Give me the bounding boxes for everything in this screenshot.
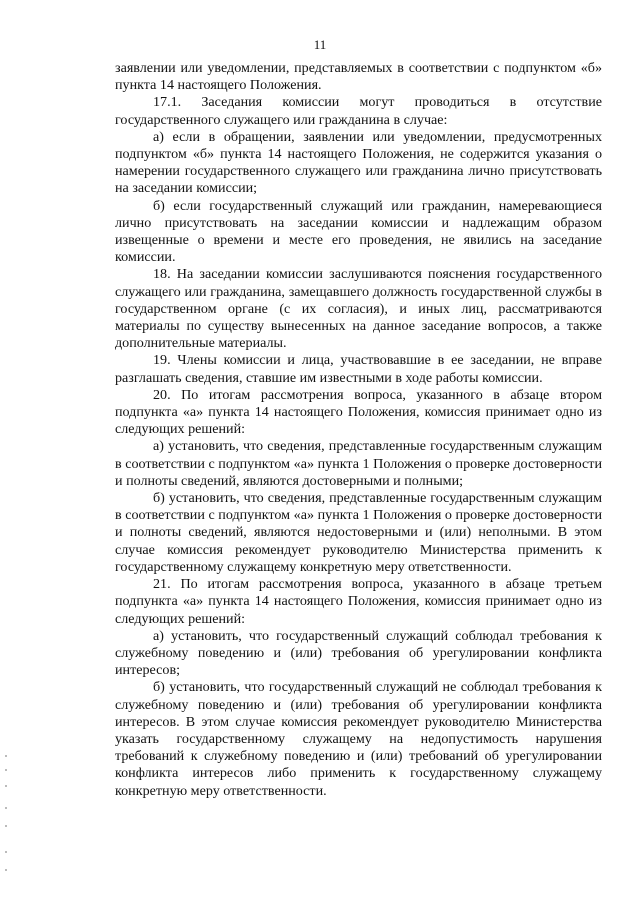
scan-margin-marks: [5, 755, 9, 875]
paragraph-21-a: а) установить, что государственный служащий соблюдал требования к служебному поведению и (или) требования об урегулировании конфликта интересов;: [115, 627, 602, 679]
paragraph-18: 18. На заседании комиссии заслушиваются пояснения государственного служащего или гражданина, замещавшего должность государственной службы в государственном органе (с их согласия), и иных лиц, рассматриваются материалы по существу вынесенных на данное заседание вопросов, а также дополнительные материалы.: [115, 266, 602, 352]
paragraph-continuation: заявлении или уведомлении, представляемых в соответствии с подпунктом «б» пункта 14 настоящего Положения.: [115, 60, 602, 94]
paragraph-20: 20. По итогам рассмотрения вопроса, указанного в абзаце втором подпункта «а» пункта 14 настоящего Положения, комиссия принимает одно из следующих решений:: [115, 386, 602, 438]
paragraph-21: 21. По итогам рассмотрения вопроса, указанного в абзаце третьем подпункта «а» пункта 14 настоящего Положения, комиссия принимает одно из следующих решений:: [115, 576, 602, 627]
paragraph-17-1-b: б) если государственный служащий или гражданин, намеревающиеся лично присутствовать на заседании комиссии и надлежащим образом извещенные о времени и месте его проведения, не явились на заседание комиссии.: [115, 197, 602, 266]
paragraph-21-b: б) установить, что государственный служащий не соблюдал требования к служебному поведению и (или) требования об урегулировании конфликта интересов. В этом случае комиссия рекомендует руководителю Министерства указать государственному служащему на недопустимость нарушения требований к служебному поведению и (или) требований об урегулировании конфликта интересов либо применить к государственному служащему конкретную меру ответственности.: [115, 679, 602, 799]
paragraph-20-a: а) установить, что сведения, представленные государственным служащим в соответствии с подпунктом «а» пункта 1 Положения о проверке достоверности и полноты сведений, являются достоверными и полными;: [115, 438, 602, 489]
paragraph-17-1-a: а) если в обращении, заявлении или уведомлении, предусмотренных подпунктом «б» пункта 14 настоящего Положения, не содержится указания о намерении государственного служащего или гражданина лично присутствовать на заседании комиссии;: [115, 128, 602, 197]
paragraph-17-1: 17.1. Заседания комиссии могут проводиться в отсутствие государственного служащего или гражданина в случае:: [115, 94, 602, 128]
document-body: [115, 60, 602, 800]
paragraph-19: 19. Члены комиссии и лица, участвовавшие в ее заседании, не вправе разглашать сведения, ставшие им известными в ходе работы комиссии.: [115, 352, 602, 386]
page-number: 11: [313, 37, 327, 52]
paragraph-20-b: б) установить, что сведения, представленные государственным служащим в соответствии с подпунктом «а» пункта 1 Положения о проверке достоверности и полноты сведений, являются недостоверными и (или) неполными. В этом случае комиссия рекомендует руководителю Министерства применить к государственному служащему конкретную меру ответственности.: [115, 490, 602, 575]
